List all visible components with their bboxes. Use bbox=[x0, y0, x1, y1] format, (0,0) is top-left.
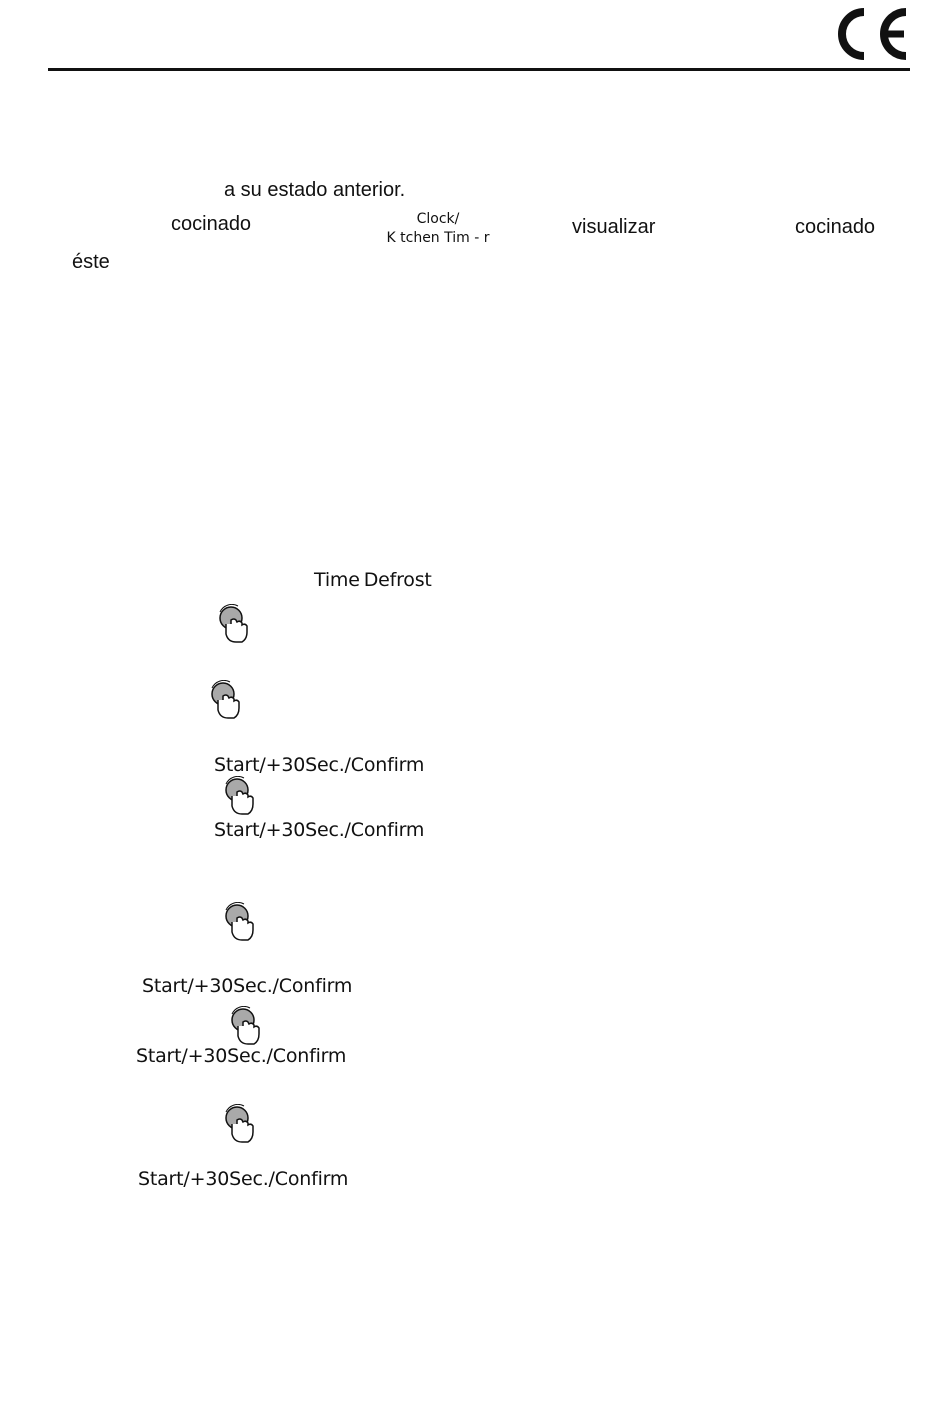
text-line-anterior: a su estado anterior. bbox=[224, 179, 406, 201]
clock-kitchen-timer-label bbox=[378, 210, 498, 248]
time-label: Time bbox=[314, 569, 360, 591]
ce-mark-icon bbox=[834, 6, 912, 62]
confirm-button-label-1: Start/+30Sec./Confirm bbox=[214, 754, 425, 776]
clock-label-line1: Clock/ bbox=[416, 211, 460, 227]
dial-knob-hand-icon bbox=[208, 680, 242, 720]
time-defrost-label bbox=[314, 569, 432, 591]
confirm-button-label-3: Start/+30Sec./Confirm bbox=[142, 975, 353, 997]
dial-knob-hand-icon bbox=[222, 776, 256, 816]
dial-knob-hand-icon bbox=[222, 902, 256, 942]
clock-label-line2: K tchen Tim - r bbox=[386, 230, 490, 246]
confirm-button-label-2: Start/+30Sec./Confirm bbox=[214, 819, 425, 841]
dial-knob-hand-icon bbox=[222, 1104, 256, 1144]
text-este: éste bbox=[72, 251, 110, 273]
text-cocinado-1: cocinado bbox=[171, 213, 252, 235]
confirm-button-label-4: Start/+30Sec./Confirm bbox=[136, 1045, 347, 1067]
text-visualizar: visualizar bbox=[572, 216, 656, 238]
dial-knob-hand-icon bbox=[216, 604, 250, 644]
text-cocinado-2: cocinado bbox=[795, 216, 876, 238]
dial-knob-hand-icon bbox=[228, 1006, 262, 1046]
defrost-label: Defrost bbox=[363, 569, 432, 591]
header-rule bbox=[48, 68, 910, 71]
confirm-button-label-5: Start/+30Sec./Confirm bbox=[138, 1168, 349, 1190]
